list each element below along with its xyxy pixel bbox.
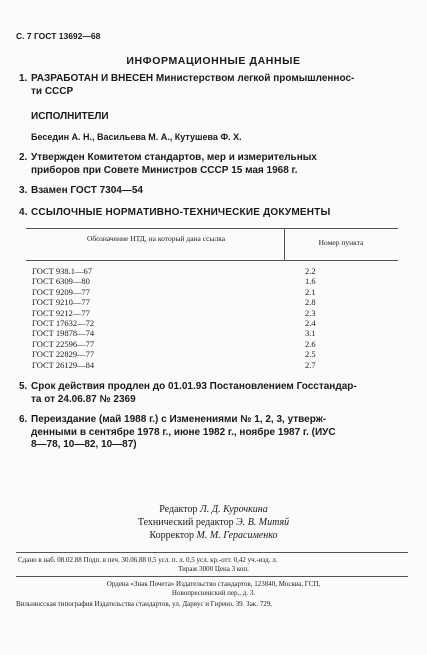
item-5-number: 5. (19, 381, 28, 392)
table-cell-doc: ГОСТ 22829—77 (32, 349, 95, 360)
item-1-line1: РАЗРАБОТАН И ВНЕСЕН Министерством легкой промышленнос- (31, 73, 355, 84)
item-3 (19, 185, 143, 198)
imprint-line-5: Вильнюсская типография Издательства стандартов, ул. Даряус и Гирено, 39. Зак. 729. (16, 600, 272, 608)
table-row (26, 339, 398, 350)
imprint-rule-top (16, 552, 408, 553)
table-row (26, 349, 398, 360)
table-row (26, 308, 398, 319)
item-3-number: 3. (19, 185, 28, 196)
item-2-line1: Утвержден Комитетом стандартов, мер и измерительных (31, 152, 317, 163)
item-4 (19, 207, 330, 220)
tech-editor-name: Э. В. Митяй (236, 517, 290, 528)
table-header-clause: Номер пункта (318, 238, 364, 247)
item-2-line2: приборов при Совете Министров СССР 15 мая 1968 г. (31, 164, 298, 176)
item-1 (19, 73, 354, 98)
table-cell-clause: 2.7 (305, 359, 316, 370)
table-cell-clause: 2.1 (305, 286, 316, 297)
item-5-line1: Срок действия продлен до 01.01.93 Постановлением Госстандар- (31, 381, 357, 392)
credit-proofreader (0, 530, 427, 543)
table-cell-doc: ГОСТ 9210—77 (32, 297, 90, 308)
credit-tech-editor (0, 517, 427, 530)
item-6 (19, 414, 336, 452)
table-cell-doc: ГОСТ 22596—77 (32, 338, 95, 349)
table-column-divider (284, 228, 285, 260)
table-cell-doc: ГОСТ 9212—77 (32, 307, 90, 318)
table-cell-clause: 3.1 (305, 328, 316, 339)
table-row (26, 360, 398, 371)
table-cell-doc: ГОСТ 17632—72 (32, 318, 95, 328)
proofreader-name: М. М. Герасименко (196, 530, 278, 541)
item-4-number: 4. (19, 207, 28, 218)
table-top-rule (26, 228, 398, 229)
item-5 (19, 381, 357, 406)
tech-editor-label: Технический редактор (137, 517, 234, 528)
imprint-rule-middle (16, 576, 408, 577)
table-cell-doc: ГОСТ 19878—74 (32, 328, 95, 339)
table-cell-clause: 2.4 (305, 318, 316, 328)
item-1-line2: ти СССР (31, 85, 74, 97)
table-row (26, 318, 398, 329)
references-table (26, 228, 398, 370)
table-row (26, 276, 398, 287)
table-header-doc: Обозначение НТД, на который дана ссылка (86, 234, 226, 243)
table-cell-clause: 2.8 (305, 297, 316, 308)
table-cell-clause: 2.6 (305, 338, 316, 349)
editor-label: Редактор (159, 504, 198, 515)
table-row (26, 297, 398, 308)
table-row (26, 266, 398, 277)
item-6-line1: Переиздание (май 1988 г.) с Изменениями № 1, 2, 3, утверж- (31, 414, 327, 425)
imprint-line-4: Новопресненский пер., д. 3. (171, 589, 256, 597)
item-6-number: 6. (19, 414, 28, 425)
item-3-text: Взамен ГОСТ 7304—54 (31, 185, 143, 196)
imprint-line-1: Сдано в наб. 08.02.88 Подп. в печ. 30.06.88 0,5 усл. п. л. 0,5 усл. кр.-отт. 0,42 уч.-изд. л. (18, 556, 278, 564)
proofreader-label: Корректор (149, 530, 195, 541)
table-cell-doc: ГОСТ 26129—84 (32, 359, 95, 370)
table-cell-clause: 2.3 (305, 307, 316, 318)
table-cell-clause: 2.2 (305, 266, 316, 276)
table-cell-doc: ГОСТ 6309—80 (32, 276, 90, 287)
item-2 (19, 152, 317, 177)
item-5-line2: та от 24.06.87 № 2369 (31, 393, 136, 405)
page-title: ИНФОРМАЦИОННЫЕ ДАННЫЕ (126, 55, 301, 67)
table-header-rule (26, 260, 398, 261)
page-header: С. 7 ГОСТ 13692—68 (16, 31, 101, 41)
executors-names: Беседин А. Н., Васильева М. А., Кутушева Ф. Х. (31, 132, 242, 142)
executors-heading: ИСПОЛНИТЕЛИ (31, 111, 109, 122)
table-body (26, 266, 398, 370)
item-2-number: 2. (19, 152, 28, 163)
item-6-line3: 8—78, 10—82, 10—87) (31, 439, 137, 450)
imprint-line-2: Тираж 3000 Цена 3 коп. (178, 565, 249, 573)
table-cell-clause: 2.5 (305, 349, 316, 360)
editor-name: Л. Д. Курочкина (199, 504, 268, 515)
item-4-text: ССЫЛОЧНЫЕ НОРМАТИВНО-ТЕХНИЧЕСКИЕ ДОКУМЕНТЫ (31, 207, 331, 218)
imprint-line-3: Ордена «Знак Почета» Издательство стандартов, 123840, Москва, ГСП, (106, 580, 321, 588)
table-cell-clause: 1.6 (305, 276, 316, 287)
item-1-number: 1. (19, 73, 28, 84)
table-cell-doc: ГОСТ 9209—77 (32, 286, 90, 297)
table-row (26, 287, 398, 298)
table-row (26, 328, 398, 339)
table-cell-doc: ГОСТ 938.1—67 (32, 266, 93, 276)
credit-editor (0, 504, 427, 517)
item-6-line2: денными в сентябре 1978 г., июне 1982 г., ноябре 1987 г. (ИУС (31, 426, 336, 438)
